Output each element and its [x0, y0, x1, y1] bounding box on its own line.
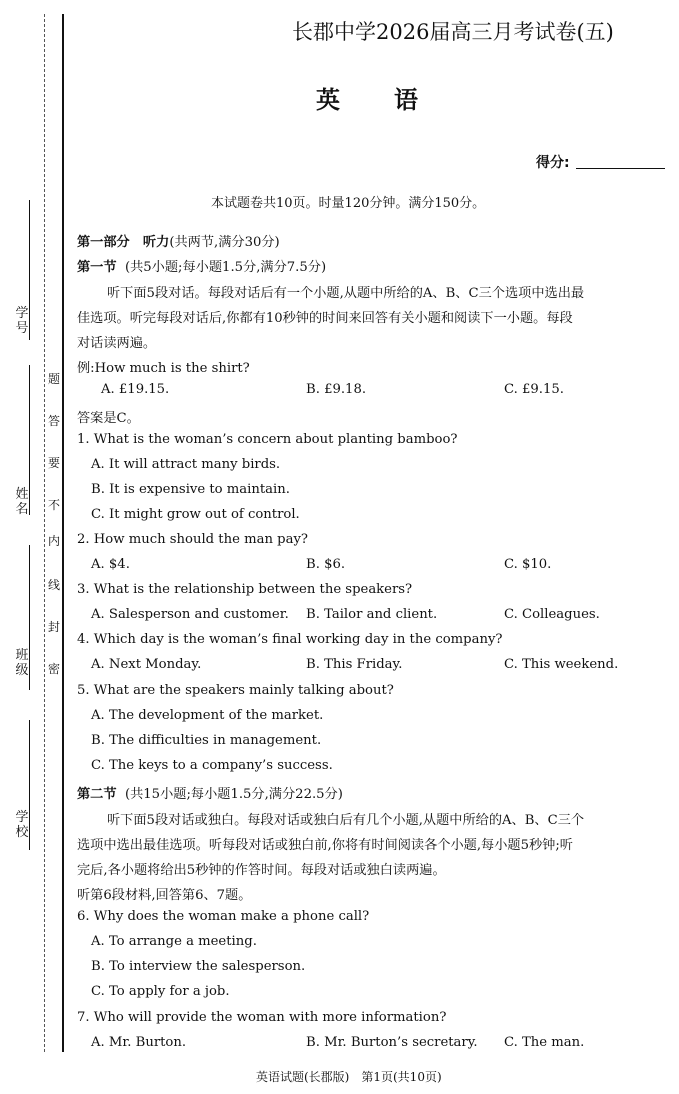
q5-option-c: C. The keys to a company’s success. — [91, 758, 333, 773]
notice-char: 要 — [48, 456, 61, 470]
section2-note: (共15小题;每小题1.5分,满分22.5分) — [124, 787, 343, 802]
notice-char: 不 — [48, 498, 61, 512]
fold-dotted-line — [44, 14, 45, 1052]
name-label: 姓名 — [15, 487, 29, 517]
question-6: 6. Why does the woman make a phone call? — [77, 909, 370, 924]
q7-option-b: B. Mr. Burton’s secretary. — [306, 1035, 478, 1050]
material-note: 听第6段材料,回答第6、7题。 — [77, 888, 252, 903]
q3-option-c: C. Colleagues. — [504, 607, 600, 622]
section2-instruction-line: 选项中选出最佳选项。听每段对话或独白前,你将有时间阅读各个小题,每小题5秒钟;听 — [77, 838, 573, 853]
q1-option-b: B. It is expensive to maintain. — [91, 482, 290, 497]
q4-option-c: C. This weekend. — [504, 657, 619, 672]
section1-instruction-line: 对话读两遍。 — [77, 336, 157, 351]
example-option-a: A. £19.15. — [101, 382, 170, 397]
part1-title: 第一部分 听力 — [77, 235, 170, 250]
q4-option-b: B. This Friday. — [306, 657, 403, 672]
question-7: 7. Who will provide the woman with more information? — [77, 1010, 447, 1025]
school-label: 学校 — [15, 810, 29, 840]
score-label: 得分: — [536, 155, 570, 171]
section2-instruction-line: 完后,各小题将给出5秒钟的作答时间。每段对话或独白读两遍。 — [77, 863, 446, 878]
q6-option-c: C. To apply for a job. — [91, 984, 230, 999]
section1-instruction-line: 听下面5段对话。每段对话后有一个小题,从题中所给的A、B、C三个选项中选出最 — [107, 286, 585, 301]
section1-instruction-line: 佳选项。听完每段对话后,你都有10秒钟的时间来回答有关小题和阅读下一小题。每段 — [77, 311, 573, 326]
section2-heading — [77, 783, 343, 802]
section2-instruction-line: 听下面5段对话或独白。每段对话或独白后有几个小题,从题中所给的A、B、C三个 — [107, 813, 585, 828]
student-number-label: 学号 — [15, 306, 29, 336]
q5-option-b: B. The difficulties in management. — [91, 733, 322, 748]
example-option-c: C. £9.15. — [504, 382, 564, 397]
margin-rule — [62, 14, 64, 1052]
score-blank — [576, 168, 665, 169]
class-label: 班级 — [15, 648, 29, 678]
page-footer: 英语试题(长郡版) 第1页(共10页) — [256, 1070, 442, 1084]
notice-char: 封 — [48, 620, 61, 634]
q6-option-b: B. To interview the salesperson. — [91, 959, 306, 974]
q3-option-b: B. Tailor and client. — [306, 607, 438, 622]
section2-title: 第二节 — [77, 787, 117, 802]
notice-char: 密 — [48, 662, 61, 676]
subject-title: 英语 — [316, 86, 472, 114]
q2-option-a: A. $4. — [91, 557, 130, 572]
exam-title: 长郡中学2026届高三月考试卷(五) — [292, 20, 614, 44]
question-4: 4. Which day is the woman’s final working day in the company? — [77, 632, 503, 647]
part1-note: (共两节,满分30分) — [169, 235, 280, 250]
q6-option-a: A. To arrange a meeting. — [91, 934, 257, 949]
section1-heading — [77, 256, 326, 275]
notice-char: 线 — [48, 578, 61, 592]
q1-option-c: C. It might grow out of control. — [91, 507, 300, 522]
example-question: 例:How much is the shirt? — [77, 361, 250, 376]
q3-option-a: A. Salesperson and customer. — [91, 607, 289, 622]
q7-option-c: C. The man. — [504, 1035, 585, 1050]
notice-char: 题 — [48, 372, 61, 386]
no-answer-notice — [48, 370, 60, 680]
notice-char: 答 — [48, 414, 61, 428]
question-1: 1. What is the woman’s concern about planting bamboo? — [77, 432, 458, 447]
section1-title: 第一节 — [77, 260, 117, 275]
notice-char: 内 — [48, 534, 61, 548]
section1-note: (共5小题;每小题1.5分,满分7.5分) — [124, 260, 327, 275]
q4-option-a: A. Next Monday. — [91, 657, 202, 672]
q1-option-a: A. It will attract many birds. — [91, 457, 281, 472]
example-option-b: B. £9.18. — [306, 382, 367, 397]
question-2: 2. How much should the man pay? — [77, 532, 308, 547]
q2-option-c: C. $10. — [504, 557, 552, 572]
question-5: 5. What are the speakers mainly talking about? — [77, 683, 394, 698]
q7-option-a: A. Mr. Burton. — [91, 1035, 187, 1050]
exam-intro: 本试题卷共10页。时量120分钟。满分150分。 — [211, 196, 486, 211]
q5-option-a: A. The development of the market. — [91, 708, 324, 723]
question-3: 3. What is the relationship between the speakers? — [77, 582, 413, 597]
part1-heading — [77, 231, 280, 250]
example-answer: 答案是C。 — [77, 411, 140, 426]
q2-option-b: B. $6. — [306, 557, 346, 572]
